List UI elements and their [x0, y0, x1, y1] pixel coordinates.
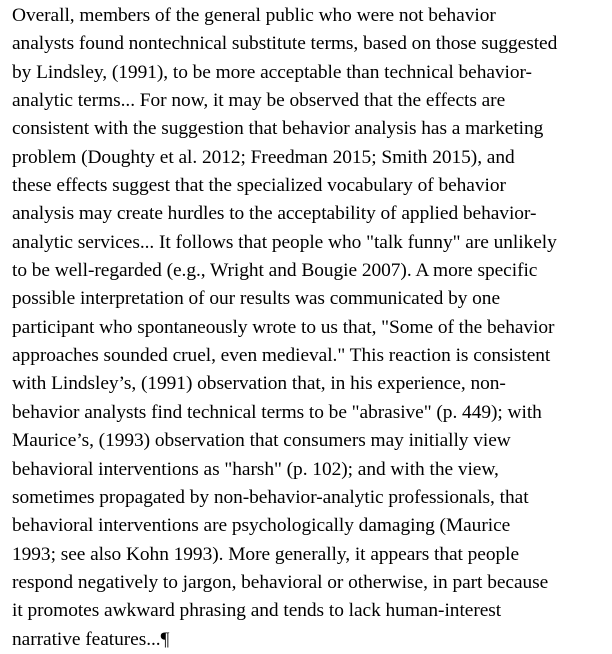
paragraph-line: approaches sounded cruel, even medieval." This reaction is consistent	[12, 345, 551, 367]
paragraph-line: it promotes awkward phrasing and tends to lack human-interest	[12, 600, 502, 622]
paragraph-line: problem (Doughty et al. 2012; Freedman 2015; Smith 2015), and	[12, 146, 515, 168]
paragraph-line: behavioral interventions as "harsh" (p. 102); and with the view,	[12, 458, 499, 480]
paragraph-line: respond negatively to jargon, behavioral or otherwise, in part because	[12, 571, 549, 593]
paragraph-line: behavioral interventions are psychologically damaging (Maurice	[12, 515, 511, 537]
paragraph-line: analysis may create hurdles to the acceptability of applied behavior-	[12, 203, 537, 225]
paragraph-line: analytic terms... For now, it may be observed that the effects are	[12, 90, 506, 112]
paragraph-line: Maurice’s, (1993) observation that consumers may initially view	[12, 430, 511, 452]
paragraph-line: consistent with the suggestion that behavior analysis has a marketing	[12, 118, 544, 140]
paragraph-line: to be well-regarded (e.g., Wright and Bougie 2007). A more specific	[12, 260, 538, 282]
paragraph-line: Overall, members of the general public who were not behavior	[12, 5, 496, 26]
paragraph-line: with Lindsley’s, (1991) observation that, in his experience, non-	[12, 373, 506, 395]
paragraph-line: analysts found nontechnical substitute terms, based on those suggested	[12, 33, 558, 55]
paragraph-line: possible interpretation of our results was communicated by one	[12, 288, 501, 310]
paragraph-line: narrative features...¶	[12, 628, 170, 650]
paragraph-line: sometimes propagated by non-behavior-analytic professionals, that	[12, 486, 529, 508]
paragraph-line: these effects suggest that the specialized vocabulary of behavior	[12, 175, 506, 197]
paragraph-line: behavior analysts find technical terms to be "abrasive" (p. 449); with	[12, 401, 542, 423]
paragraph-line: analytic services... It follows that people who "talk funny" are unlikely	[12, 231, 557, 253]
paragraph-line: by Lindsley, (1991), to be more acceptable than technical behavior-	[12, 61, 532, 83]
paragraph-line: 1993; see also Kohn 1993). More generally, it appears that people	[12, 543, 520, 565]
body-paragraph	[12, 2, 608, 654]
paragraph-line: participant who spontaneously wrote to us that, "Some of the behavior	[12, 316, 555, 338]
